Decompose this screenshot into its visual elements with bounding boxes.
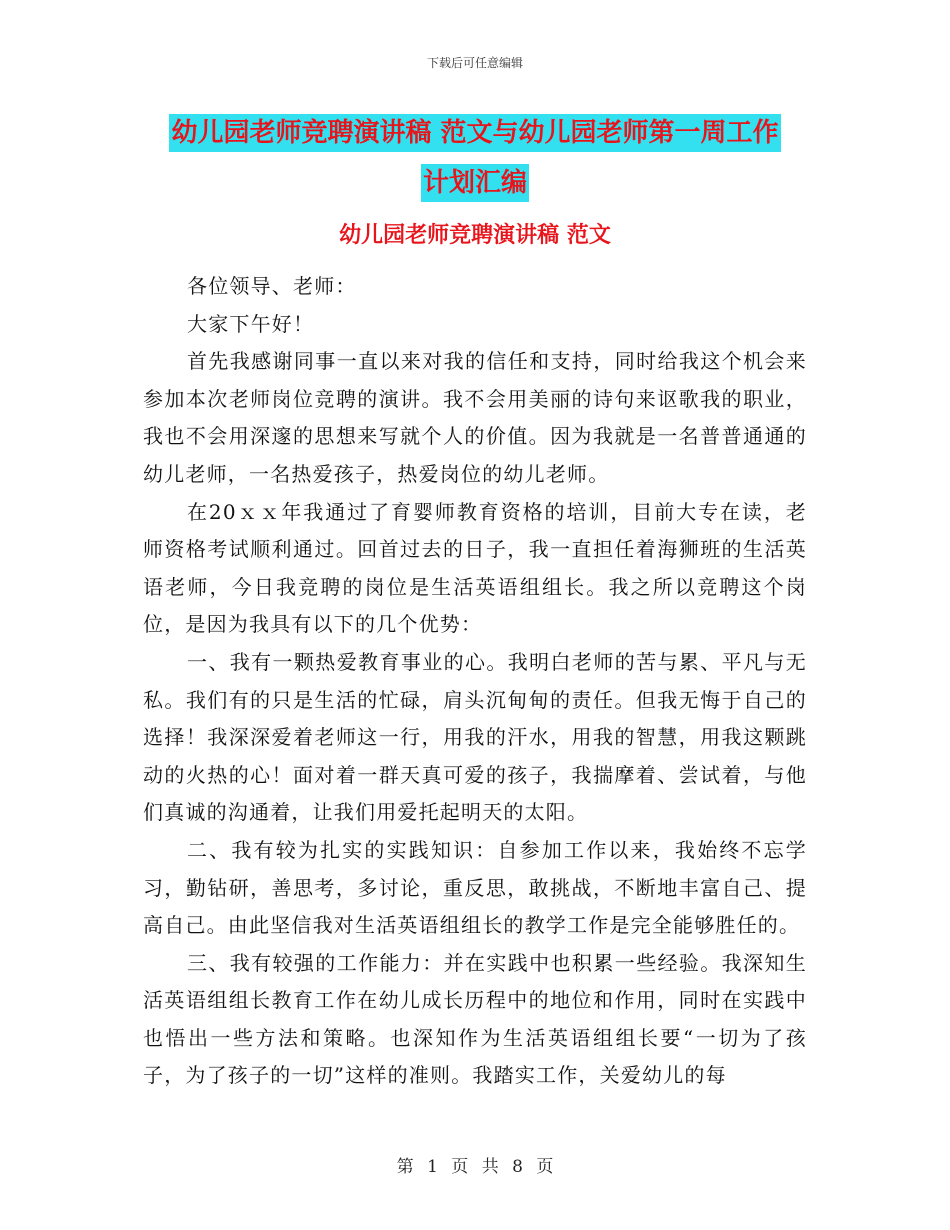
document-title — [0, 108, 950, 208]
paragraph-advantage-1: 一、我有一颗热爱教育事业的心。我明白老师的苦与累、平凡与无私。我们有的只是生活的忙碌，肩头沉甸甸的责任。但我无悔于自己的选择！我深深爱着老师这一行，用我的汗水，用我的智慧，用我这颗跳动的火热的心！面对着一群天真可爱的孩子，我揣摩着、尝试着，与他们真诚的沟通着，让我们用爱托起明天的太阳。 — [143, 649, 807, 825]
document-title-line2: 计划汇编 — [421, 164, 529, 202]
document-body — [143, 268, 807, 1095]
paragraph-intro: 首先我感谢同事一直以来对我的信任和支持，同时给我这个机会来参加本次老师岗位竞聘的演讲。我不会用美丽的诗句来讴歌我的职业，我也不会用深邃的思想来写就个人的价值。因为我就是一名普普通通的幼儿老师，一名热爱孩子，热爱岗位的幼儿老师。 — [143, 349, 807, 486]
header-note: 下载后可任意编辑 — [426, 56, 523, 70]
section-title: 幼儿园老师竞聘演讲稿 范文 — [339, 223, 611, 248]
greeting: 大家下午好！ — [187, 311, 315, 336]
paragraph-advantage-2: 二、我有较为扎实的实践知识：自参加工作以来，我始终不忘学习，勤钻研，善思考，多讨论，重反思，敢挑战，不断地丰富自己、提高自己。由此坚信我对生活英语组组长的教学工作是完全能够胜任的。 — [143, 837, 807, 938]
salutation: 各位领导、老师： — [187, 274, 357, 298]
paragraph-advantage-3: 三、我有较强的工作能力：并在实践中也积累一些经验。我深知生活英语组组长教育工作在幼儿成长历程中的地位和作用，同时在实践中也悟出一些方法和策略。也深知作为生活英语组组长要“一切为了孩子，为了孩子的一切”这样的准则。我踏实工作，关爱幼儿的每 — [143, 950, 807, 1088]
paragraph-background: 在20ｘｘ年我通过了育婴师教育资格的培训，目前大专在读，老师资格考试顺利通过。回首过去的日子，我一直担任着海狮班的生活英语老师，今日我竞聘的岗位是生活英语组组长。我之所以竞聘这个岗位，是因为我具有以下的几个优势： — [143, 499, 807, 637]
page-footer: 第 1 页 共 8 页 — [396, 1157, 554, 1177]
document-title-line1: 幼儿园老师竞聘演讲稿 范文与幼儿园老师第一周工作 — [169, 114, 780, 152]
